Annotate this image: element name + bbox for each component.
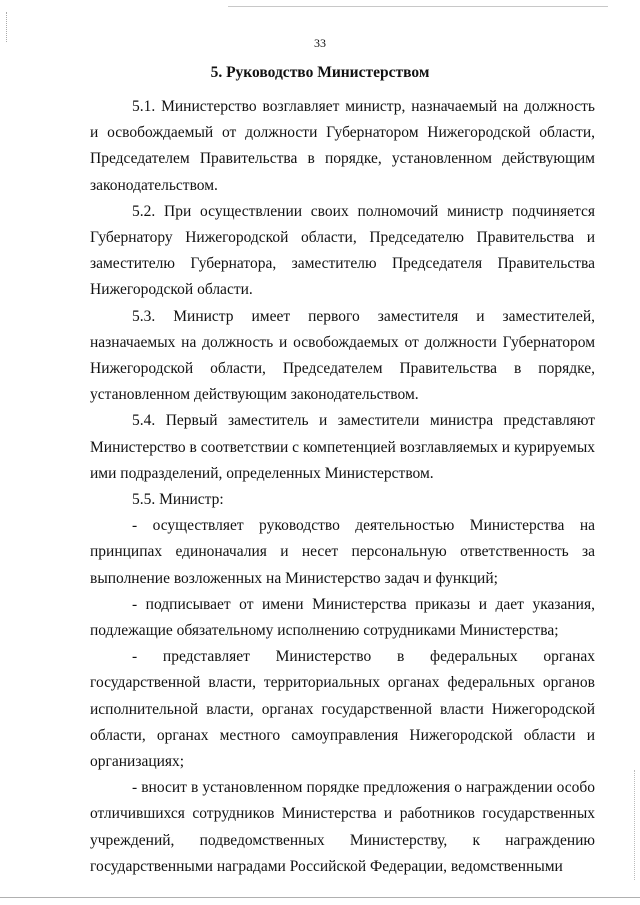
list-item-leadership: - осуществляет руководство деятельностью Министерства на принципах единоначалия и несет персональную ответственность за выполнение возложенных на Министерство задач и функций; — [90, 517, 595, 587]
list-item-awards: - вносит в установленном порядке предложения о награждении особо отличившихся сотрудников Министерства и работников государственных учреждений, подведомственных Министерству, к награждению государственными наградами Российской Федерации, ведомственными — [90, 779, 595, 875]
scan-mark-right — [634, 770, 636, 880]
page-number: 33 — [314, 36, 326, 50]
paragraph-5-4: 5.4. Первый заместитель и заместители министра представляют Министерство в соответствии с компетенцией возглавляемых и курируемых ими подразделений, определенных Министерством. — [90, 412, 595, 482]
list-item-orders: - подписывает от имени Министерства приказы и дает указания, подлежащие обязательному исполнению сотрудниками Министерства; — [90, 595, 595, 640]
paragraph-5-3: 5.3. Министр имеет первого заместителя и заместителей, назначаемых на должность и освобождаемых от должности Губернатором Нижегородской области, Председателем Правительства в порядке, установленном действующим законодательством. — [90, 307, 595, 404]
paragraph-5-2: 5.2. При осуществлении своих полномочий министр подчиняется Губернатору Нижегородской области, Председателю Правительства и заместителю Губернатора, заместителю Председателя Правительства Нижегородской области. — [90, 202, 595, 299]
scan-edge-top — [228, 6, 608, 7]
section-title: 5. Руководство Министерством — [210, 64, 430, 81]
scan-edge-bottom — [0, 897, 640, 898]
paragraph-5-1: 5.1. Министерство возглавляет министр, назначаемый на должность и освобождаемый от должности Губернатором Нижегородской области, Председателем Правительства в порядке, установленном действующим законодательством. — [90, 98, 595, 194]
list-item-representation: - представляет Министерство в федеральных органах государственной власти, территориальных органах федеральных органов исполнительной власти, органах государственной власти Нижегородской области, органах местного самоуправления Нижегородской области и организациях; — [90, 648, 595, 771]
paragraph-5-5: 5.5. Министр: — [132, 491, 224, 509]
document-body — [90, 94, 595, 880]
